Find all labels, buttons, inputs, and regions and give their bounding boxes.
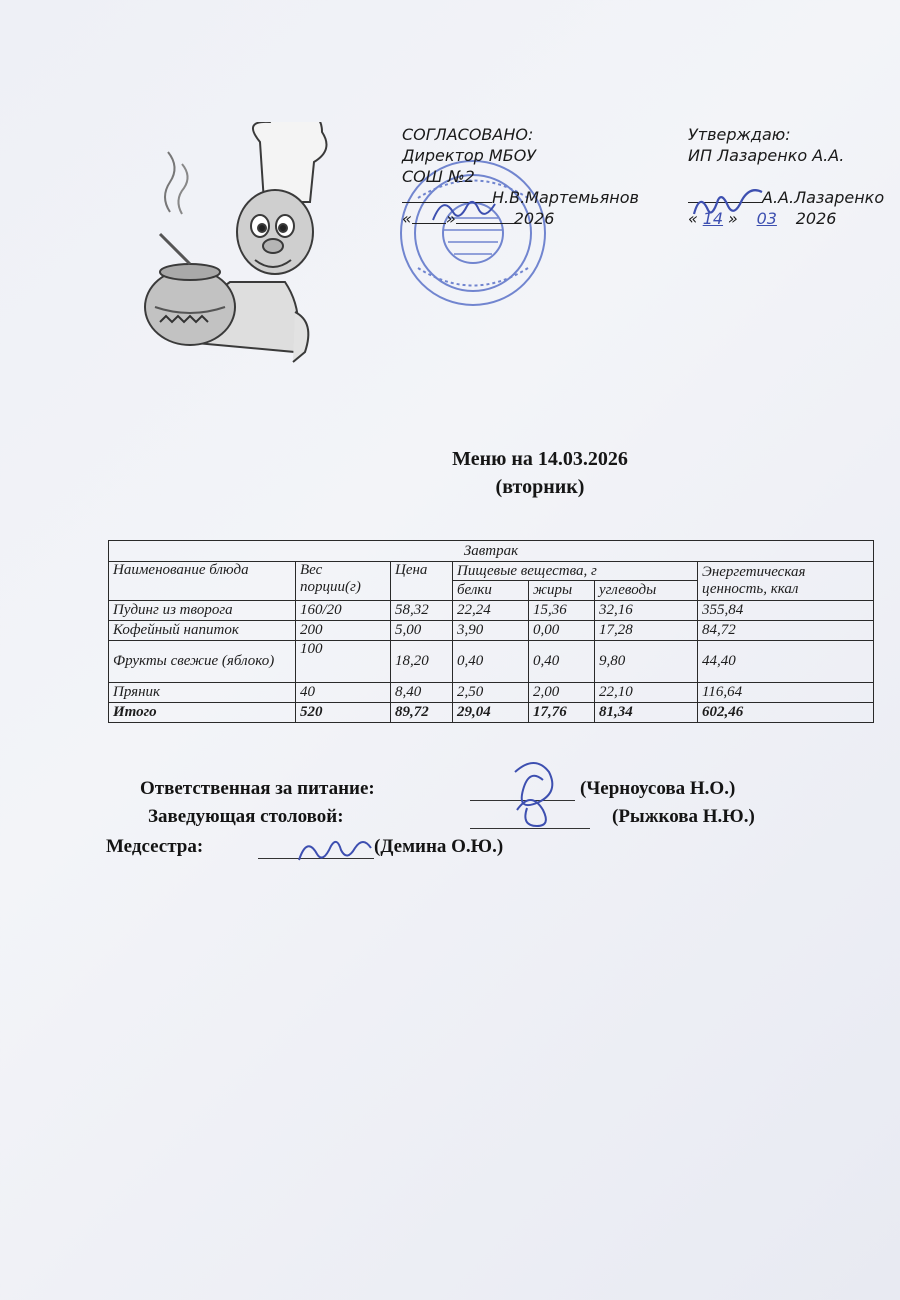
- cell-dish-name: Фрукты свежие (яблоко): [109, 641, 296, 683]
- signature-line: [470, 828, 590, 829]
- cell-energy: 355,84: [698, 601, 874, 621]
- table-caption: Завтрак: [109, 541, 874, 562]
- table-row: [109, 601, 874, 621]
- agreed-school: СОШ №2: [402, 167, 475, 186]
- approved-month: 03: [756, 209, 777, 228]
- menu-title: Меню на 14.03.2026: [452, 448, 628, 470]
- cell-weight: 100: [296, 641, 391, 683]
- person-canteen-head: (Рыжкова Н.Ю.): [612, 806, 755, 827]
- approval-block-approved: [688, 124, 900, 229]
- cell-total-carbs: 81,34: [595, 703, 698, 723]
- cell-energy: 44,40: [698, 641, 874, 683]
- person-nutrition-responsible: (Черноусова Н.О.): [580, 778, 736, 799]
- approved-signature-line: [688, 187, 900, 208]
- header-nutrients: Пищевые вещества, г: [453, 562, 698, 581]
- agreed-signer: Н.В.Мартемьянов: [492, 188, 639, 207]
- header-fat: жиры: [529, 581, 595, 601]
- table-row: [109, 683, 874, 703]
- cell-fat: 0,40: [529, 641, 595, 683]
- role-nurse: Медсестра:: [106, 836, 204, 857]
- approved-heading: Утверждаю:: [688, 125, 791, 144]
- signature-line: [258, 858, 374, 859]
- cell-carbs: 9,80: [595, 641, 698, 683]
- agreed-year: 2026: [513, 209, 555, 228]
- cell-dish-name: Пудинг из творога: [109, 601, 296, 621]
- header-protein: белки: [453, 581, 529, 601]
- chef-illustration: [130, 122, 330, 372]
- agreed-date-line: « » 2026: [402, 209, 555, 228]
- cell-fat: 0,00: [529, 621, 595, 641]
- cell-total-protein: 29,04: [453, 703, 529, 723]
- role-nutrition-responsible: Ответственная за питание:: [140, 778, 375, 799]
- header-price: Цена: [391, 562, 453, 601]
- cell-total-weight: 520: [296, 703, 391, 723]
- cell-fat: 15,36: [529, 601, 595, 621]
- approved-signer: А.А.Лазаренко: [762, 188, 885, 207]
- cell-fat: 2,00: [529, 683, 595, 703]
- table-caption-row: [109, 541, 874, 562]
- cell-total-label: Итого: [109, 703, 296, 723]
- cell-price: 18,20: [391, 641, 453, 683]
- cell-price: 58,32: [391, 601, 453, 621]
- approval-block-agreed: [402, 124, 677, 229]
- nurse-signature: [295, 836, 375, 866]
- table-total-row: [109, 703, 874, 723]
- approved-date-line: « 14 » 03 2026: [688, 209, 837, 228]
- approved-position: ИП Лазаренко А.А.: [688, 146, 845, 165]
- person-nurse: (Демина О.Ю.): [374, 836, 504, 857]
- cell-weight: 40: [296, 683, 391, 703]
- cell-weight: 160/20: [296, 601, 391, 621]
- role-canteen-head: Заведующая столовой:: [148, 806, 344, 827]
- cell-protein: 3,90: [453, 621, 529, 641]
- cell-total-energy: 602,46: [698, 703, 874, 723]
- cell-carbs: 17,28: [595, 621, 698, 641]
- cell-energy: 116,64: [698, 683, 874, 703]
- cell-protein: 0,40: [453, 641, 529, 683]
- cell-total-price: 89,72: [391, 703, 453, 723]
- cell-weight: 200: [296, 621, 391, 641]
- cell-protein: 2,50: [453, 683, 529, 703]
- cell-carbs: 32,16: [595, 601, 698, 621]
- approved-year: 2026: [795, 209, 837, 228]
- menu-weekday: (вторник): [495, 476, 585, 498]
- table-row: [109, 621, 874, 641]
- cell-dish-name: Кофейный напиток: [109, 621, 296, 641]
- header-carbs: углеводы: [595, 581, 698, 601]
- cell-price: 5,00: [391, 621, 453, 641]
- cell-protein: 22,24: [453, 601, 529, 621]
- cell-energy: 84,72: [698, 621, 874, 641]
- table-row: [109, 641, 874, 683]
- header-dish-name: Наименование блюда: [109, 562, 296, 601]
- agreed-position: Директор МБОУ: [402, 146, 537, 165]
- responsible-signature: [505, 752, 565, 832]
- agreed-heading: СОГЛАСОВАНО:: [402, 125, 534, 144]
- breakfast-menu-table: [108, 540, 874, 723]
- table-header-row: [109, 562, 874, 581]
- cell-total-fat: 17,76: [529, 703, 595, 723]
- agreed-signature-line: [402, 187, 677, 208]
- header-portion-weight: Вес порции(г): [296, 562, 391, 601]
- cell-price: 8,40: [391, 683, 453, 703]
- signature-line: [470, 800, 575, 801]
- approved-day: 14: [702, 209, 724, 228]
- cell-carbs: 22,10: [595, 683, 698, 703]
- header-energy: Энергетическая ценность, ккал: [698, 562, 874, 601]
- cell-dish-name: Пряник: [109, 683, 296, 703]
